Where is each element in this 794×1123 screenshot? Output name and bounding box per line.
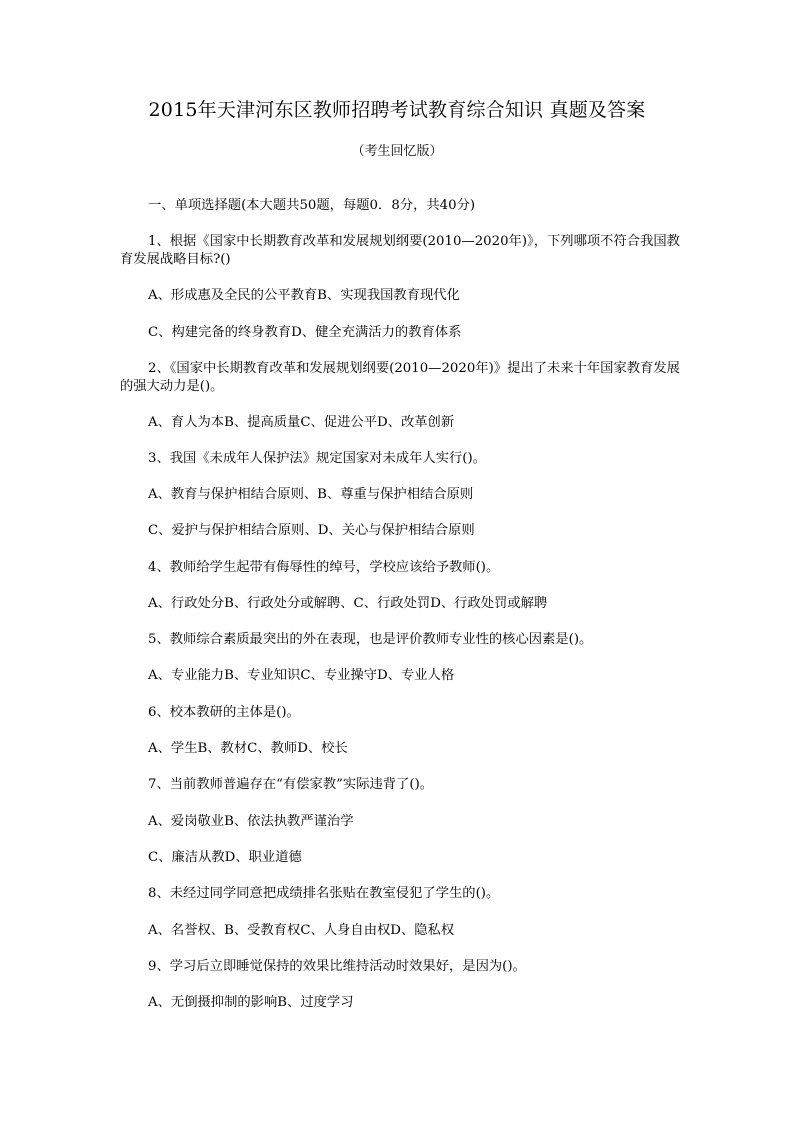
question-6: 6、校本教研的主体是()。 — [148, 705, 300, 720]
question-3-options-ab: A、教育与保护相结合原则、B、尊重与保护相结合原则 — [148, 487, 474, 502]
question-8: 8、未经过同学同意把成绩排名张贴在教室侵犯了学生的()。 — [148, 886, 500, 901]
question-2: 2、《国家中长期教育改革和发展规划纲要(2010—2020年)》提出了未来十年国家教育发展的强大动力是()。 — [120, 361, 680, 394]
question-4: 4、教师给学生起带有侮辱性的绰号，学校应该给予教师()。 — [148, 560, 500, 575]
question-7-options-ab: A、爱岗敬业B、依法执教严谨治学 — [148, 814, 354, 829]
question-5: 5、教师综合素质最突出的外在表现，也是评价教师专业性的核心因素是()。 — [148, 632, 593, 647]
question-3: 3、我国《未成年人保护法》规定国家对未成年人实行()。 — [148, 451, 486, 466]
question-6-options: A、学生B、教材C、教师D、校长 — [148, 741, 348, 756]
document-subtitle: （考生回忆版） — [351, 144, 443, 159]
question-4-options: A、行政处分B、行政处分或解聘、C、行政处罚D、行政处罚或解聘 — [148, 596, 548, 611]
question-7: 7、当前教师普遍存在“有偿家教”实际违背了()。 — [148, 777, 434, 792]
question-1: 1、根据《国家中长期教育改革和发展规划纲要(2010—2020年)》，下列哪项不符合我国教育发展战略目标?() — [120, 234, 680, 267]
question-5-options: A、专业能力B、专业知识C、专业操守D、专业人格 — [148, 668, 455, 683]
question-9: 9、学习后立即睡觉保持的效果比维持活动时效果好，是因为()。 — [148, 959, 526, 974]
question-7-options-cd: C、廉洁从教D、职业道德 — [148, 850, 302, 865]
question-8-options: A、名誉权、B、受教育权C、人身自由权D、隐私权 — [148, 923, 455, 938]
question-3-options-cd: C、爱护与保护相结合原则、D、关心与保护相结合原则 — [148, 523, 475, 538]
question-9-options: A、无倒摄抑制的影响B、过度学习 — [148, 995, 354, 1010]
document-title: 2015年天津河东区教师招聘考试教育综合知识 真题及答案 — [148, 99, 646, 121]
question-1-options-ab: A、形成惠及全民的公平教育B、实现我国教育现代化 — [148, 288, 460, 303]
question-2-options: A、育人为本B、提高质量C、促进公平D、改革创新 — [148, 415, 455, 430]
question-1-options-cd: C、构建完备的终身教育D、健全充满活力的教育体系 — [148, 325, 462, 340]
section-heading: 一、单项选择题(本大题共50题，每题0．8分，共40分) — [148, 198, 476, 213]
